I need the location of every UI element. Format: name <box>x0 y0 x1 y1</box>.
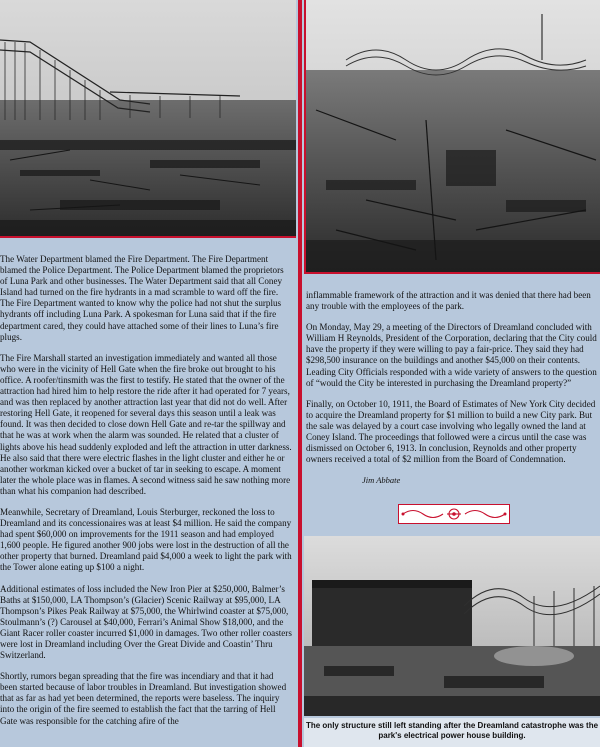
article-paragraph: inflammable framework of the attraction and it was denied that there had been any trouble with the employees of the park. <box>306 290 591 312</box>
power-house-photo-graphic <box>304 536 600 716</box>
author-signature: Jim Abbate <box>362 475 401 486</box>
power-house-photo <box>304 536 600 716</box>
right-column <box>302 0 600 747</box>
article-paragraph: The Fire Marshall started an investigation immediately and wanted all those who were in the vicinity of Hell Gate when the fire broke out brought to his office. A roofer/tinsmith was the first to testify. He stated that the owner of the attraction had hired him to help restore the ride after it had operated for 7 years, and was then replaced by another attraction last year that did not do well. After restoring Hell Gate, it reopened for several days this season until a leak was found. It was then decided to close down Hell Gate and re-tar the spillway and that he was at work when the alarm was sounded. He related that a cluster of lights above his head suddenly exploded and left the attraction in utter darkness. He also said that there were electric flashes in the light cluster and either he or another workman kicked over a bucket of tar in seeking to escape. A moment later the whole place was in flames. A second witness said he saw nothing more than what his companion had described. <box>0 352 292 496</box>
ornament-icon <box>399 505 509 523</box>
ruins-photo-coaster-graphic <box>0 0 296 236</box>
left-article-text <box>0 254 292 737</box>
article-paragraph: On Monday, May 29, a meeting of the Directors of Dreamland concluded with William H Reynolds, President of the Corporation, declaring that the City could have the property if they were willing to pay a fair-price. They said they had $298,500 insurance on the buildings and another $45,000 on their contents. Leading City Officials responded with a wide variety of answers to the question of “would the City be interested in purchasing the Dreamland property?” <box>306 322 597 388</box>
ruins-photo-coaster <box>0 0 296 238</box>
article-paragraph: The Water Department blamed the Fire Department. The Fire Department blamed the Police Department. The Police Department blamed the proprietors of Luna Park and other businesses. The Water Department said that all Coney Island had turned on the fire hydrants in a mad scramble to ward off the fire. The Fire Department wanted to know why the police had not shut the surplus hydrants off including Luna Park. A spokesman for Luna said that if the fire department cared, they could have attached some of their lines to Luna’s fire plugs. <box>0 254 284 342</box>
photo-caption: The only structure still left standing after the Dreamland catastrophe was the park's electrical power house building. <box>304 718 600 747</box>
article-paragraph: Meanwhile, Secretary of Dreamland, Louis Sterburger, reckoned the loss to Dreamland and its concessionaires was at least $4 million. He said the company had spent $60,000 on improvements for the 1911 season and had employed 1,600 people. He figured another 900 jobs were lost in the destruction of all the other property that burned. Dreamland paid $4,000 a week to light the park with the Tower alone eating up $100 a night. <box>0 506 292 573</box>
article-paragraph: Additional estimates of loss included the New Iron Pier at $250,000, Balmer’s Baths at $150,000, LA Thompson’s (Glacier) Scenic Railway at $95,000, LA Thompson’s Pikes Peak Railway at $75,000, the Whirlwind coaster at $75,000, Stoulmann’s (?) Carousel at $40,000, Ferrari’s Animal Show $18,000, and the Giant Racer roller coaster incurred $1,000 in damages. Two other roller coasters were lost in Dreamland including Over the Great Divide and Coastin’ Thru Switzerland. <box>0 583 292 661</box>
article-paragraph: Finally, on October 10, 1911, the Board of Estimates of New York City decided to acquire the Dreamland property for $1 million to build a new City park. But the sale was delayed by a court case involving who legally owned the land at Coney Island. The proceedings that followed were a circus until the case was dismissed on October 6, 1913. In conclusion, Reynolds and other property owners received a total of $2 million from the Board of Condemnation. <box>306 398 596 465</box>
ruins-photo-debris-graphic <box>306 0 600 272</box>
right-article-text <box>306 290 598 486</box>
left-column <box>0 0 298 747</box>
ruins-photo-debris <box>304 0 600 274</box>
article-paragraph: Shortly, rumors began spreading that the fire was incendiary and that it had been started because of labor troubles in Dreamland. But investigation showed that as far as had yet been determined, the reports were baseless. The inquiry into the origin of the fire seemed to establish the fact that the tarring of Hell Gate was responsible for the catching afire of the <box>0 671 287 726</box>
decorative-ornament <box>398 504 510 524</box>
